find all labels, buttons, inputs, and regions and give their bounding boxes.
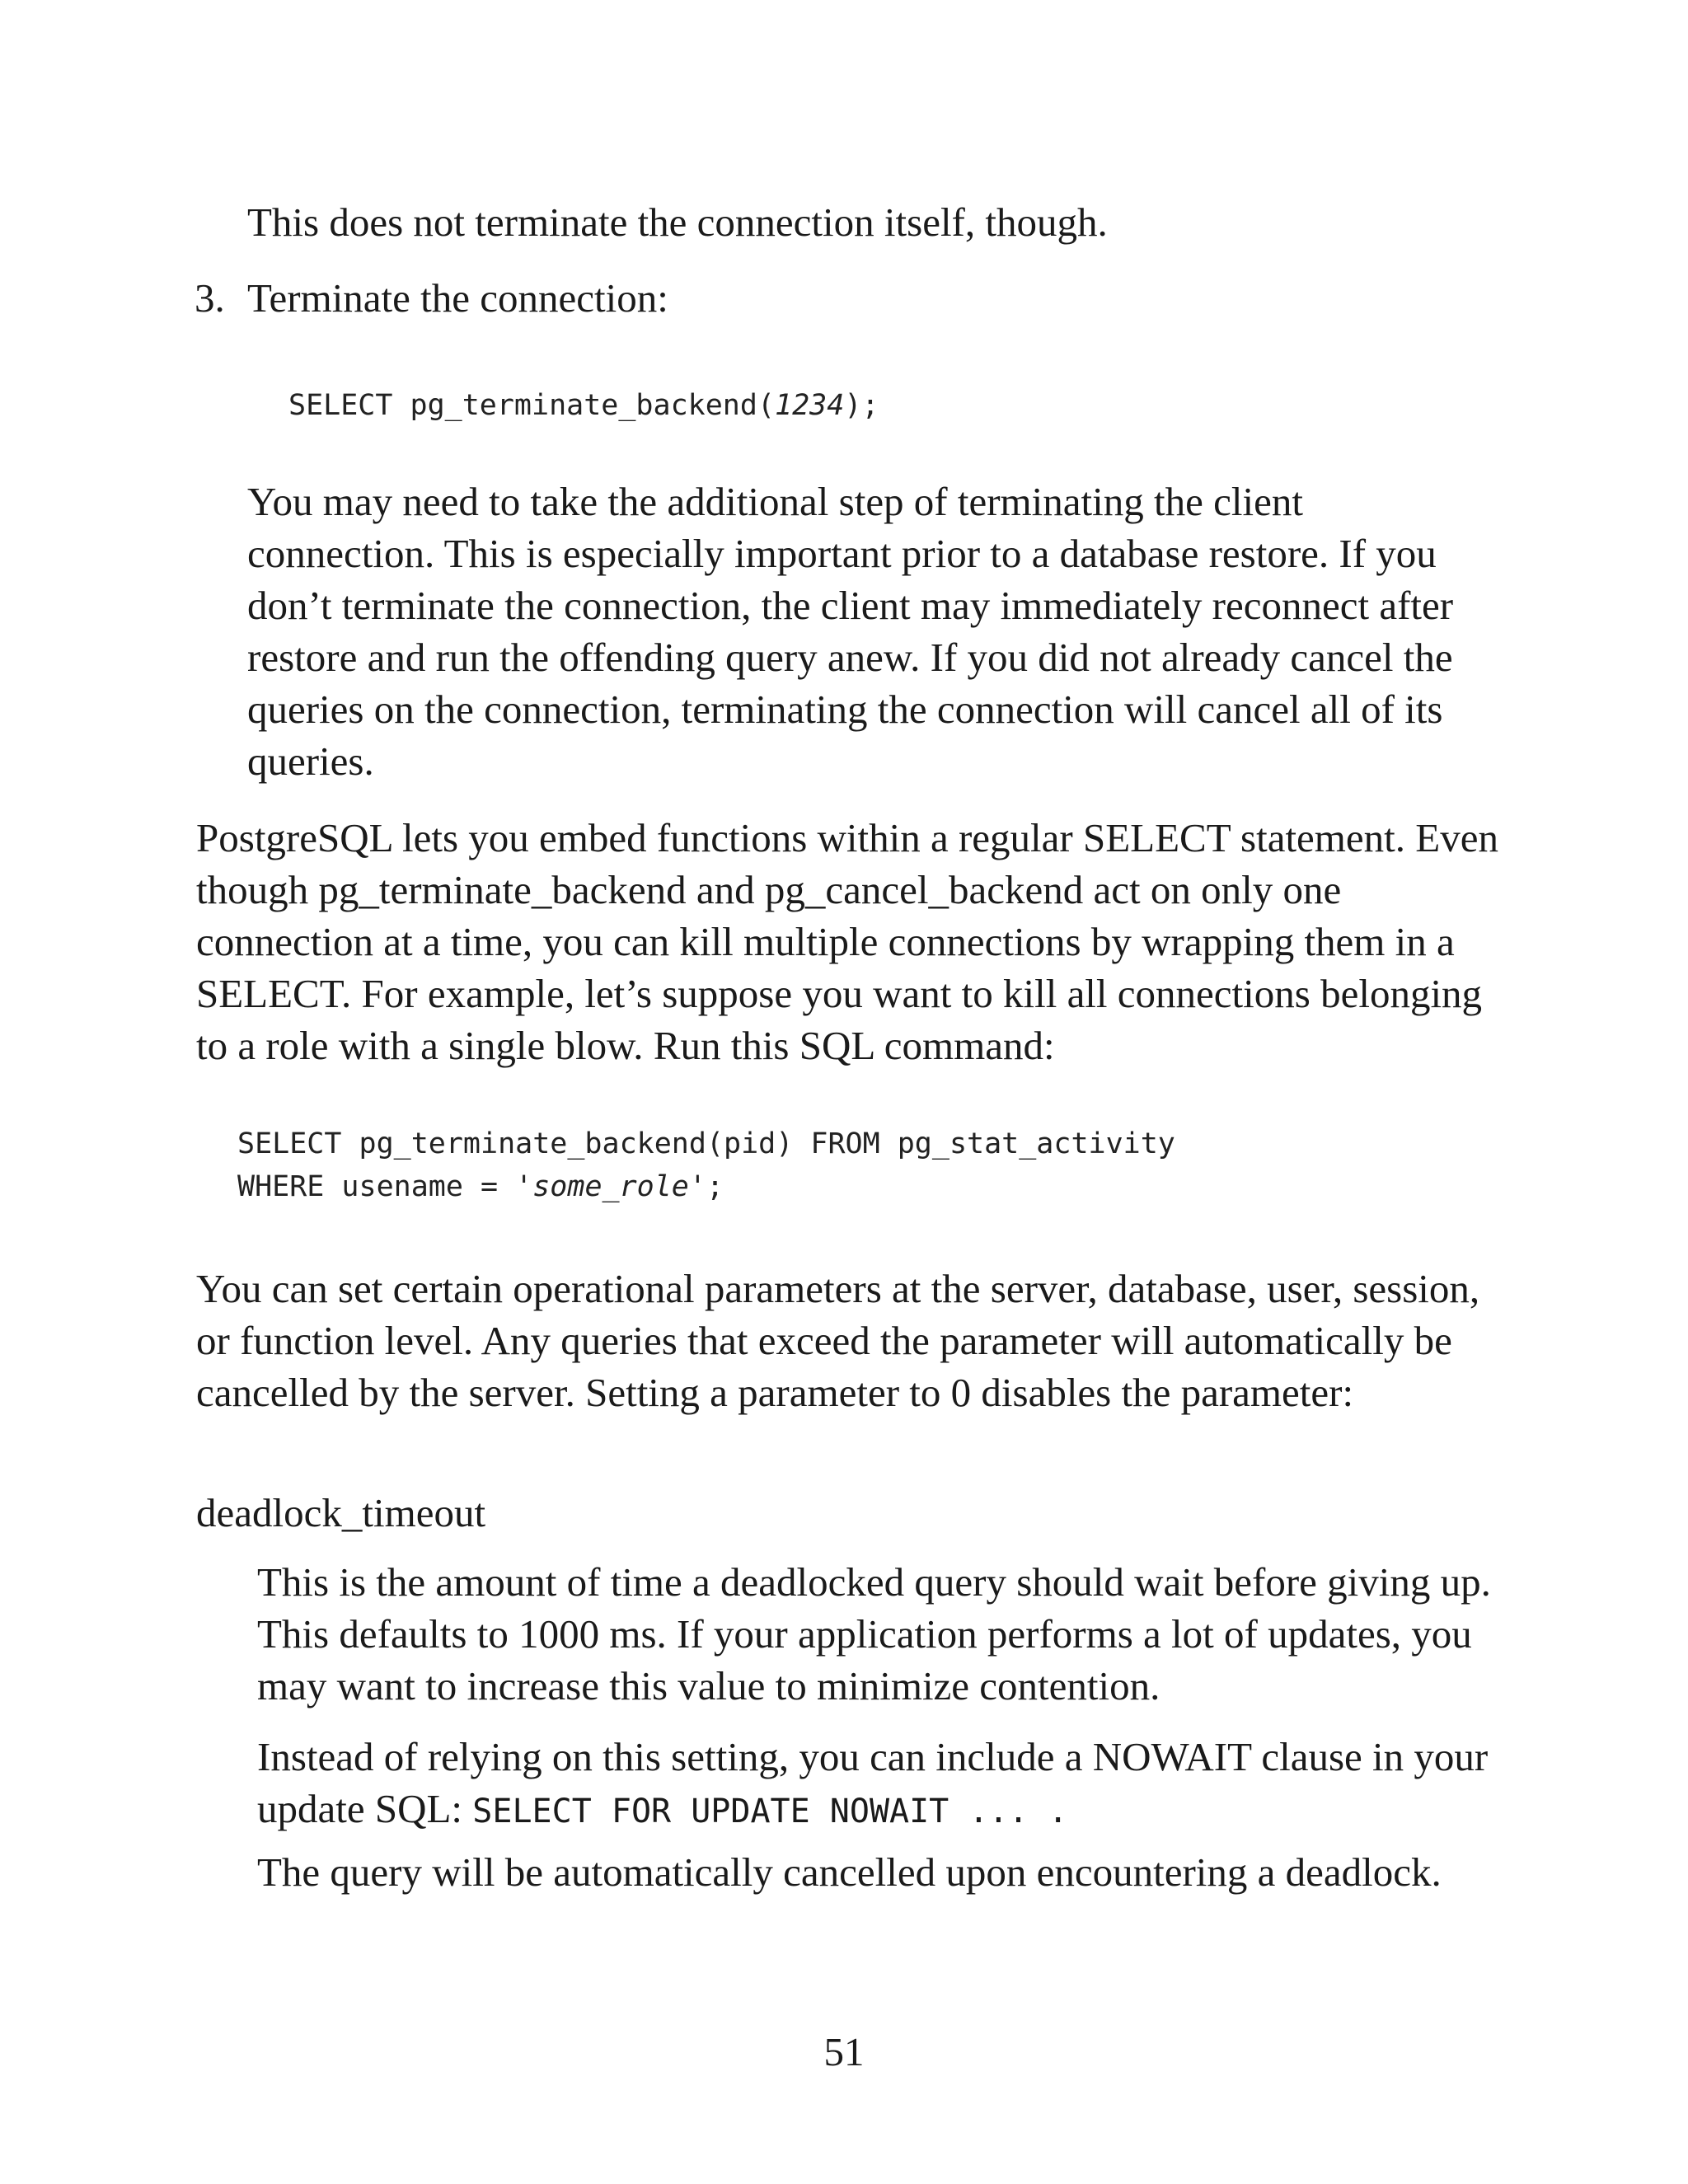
paragraph-operational-parameters: You can set certain operational parameters at the server, database, user, session, or function level. Any queries that exceed the parameter will automatically be cancelled by the server. Setting a parameter to 0 disables the parameter: [196,1266,1480,1415]
term-deadlock-timeout: deadlock_timeout [196,1490,486,1535]
page-number: 51 [823,2029,865,2074]
code-line-2-suffix: '; [688,1170,724,1203]
deadlock-nowait-tip [257,1731,1493,1838]
step3-note: You may need to take the additional step of terminating the client connection. This is especially important prior to a database restore. If you don’t terminate the connection, the client may immediately reconnect after restore and run the offending query anew. If you did not already cancel the queries on the connection, terminating the connection will cancel all of its queries. [247,479,1454,784]
code-kill-role-connections [237,1122,1175,1208]
step2-tail-text: This does not terminate the connection itself, though. [247,199,1108,245]
deadlock-cancel-note: The query will be automatically cancelled upon encountering a deadlock. [257,1849,1442,1895]
nowait-tip-code: SELECT FOR UPDATE NOWAIT ... . [472,1793,1068,1830]
code-suffix: ); [844,389,879,422]
deadlock-definition: This is the amount of time a deadlocked query should wait before giving up. This defaults to 1000 ms. If your application performs a lot of updates, you may want to increase this value to minimize contention. [257,1559,1491,1708]
code-arg-pid: 1234 [775,389,845,422]
code-line-2-arg: some_role [532,1170,689,1203]
code-terminate-backend [288,384,879,427]
step3-text: Terminate the connection: [247,275,668,321]
code-prefix: SELECT pg_terminate_backend( [288,389,776,422]
step3-number: 3. [195,275,225,321]
nowait-tip-text: Instead of relying on this setting, you can include a NOWAIT clause in your update SQL: [257,1734,1489,1831]
code-line-2-prefix: WHERE usename = ' [237,1170,533,1203]
paragraph-embed-functions: PostgreSQL lets you embed functions within a regular SELECT statement. Even though pg_terminate_backend and pg_cancel_backend act on only one connection at a time, you can kill multiple connections by wrapping them in a SELECT. For example, let’s suppose you want to kill all connections belonging to a role with a single blow. Run this SQL command: [196,815,1498,1068]
code-line-1: SELECT pg_terminate_backend(pid) FROM pg_stat_activity [237,1127,1175,1160]
